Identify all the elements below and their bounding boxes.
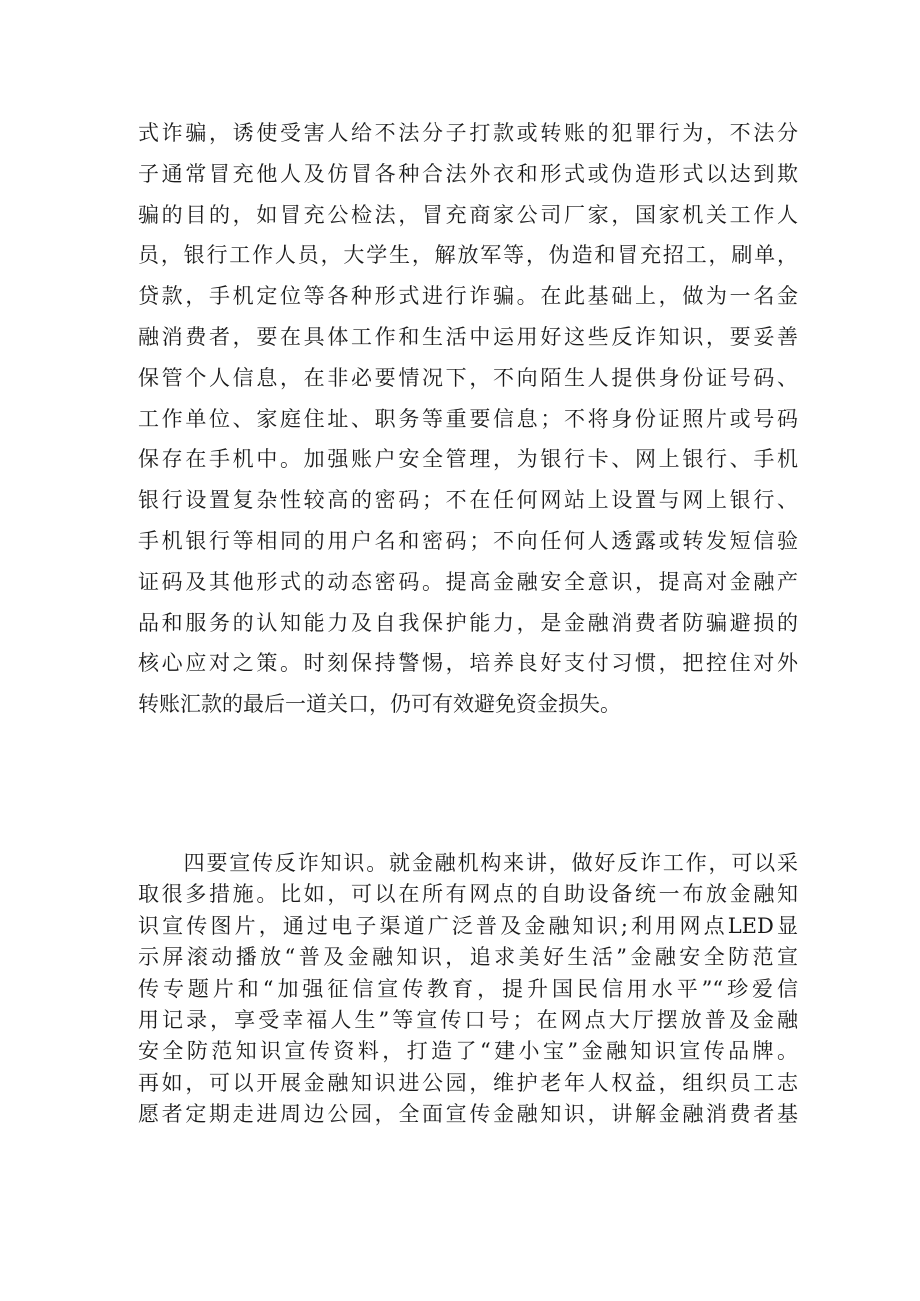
text-line: 再如，可以开展金融知识进公园，维护老年人权益，组织员工志	[138, 1070, 798, 1095]
text-line: 手机银行等相同的用户名和密码；不向任何人透露或转发短信验	[138, 528, 798, 553]
text-line: 银行设置复杂性较高的密码；不在任何网站上设置与网上银行、	[138, 488, 798, 513]
text-line: 用记录，享受幸福人生”等宣传口号；在网点大厅摆放普及金融	[138, 1007, 798, 1032]
text-line: 工作单位、家庭住址、职务等重要信息；不将身份证照片或号码	[138, 406, 798, 431]
text-line: 保存在手机中。加强账户安全管理，为银行卡、网上银行、手机	[138, 447, 798, 472]
text-line: 示屏滚动播放“普及金融知识，追求美好生活”金融安全防范宣	[138, 945, 798, 970]
text-line: 识宣传图片，通过电子渠道广泛普及金融知识;利用网点LED显	[138, 913, 798, 938]
text-line: 安全防范知识宣传资料，打造了“建小宝”金融知识宣传品牌。	[138, 1039, 798, 1064]
text-line: 证码及其他形式的动态密码。提高金融安全意识，提高对金融产	[138, 569, 798, 594]
text-line: 式诈骗，诱使受害人给不法分子打款或转账的犯罪行为，不法分	[138, 121, 798, 145]
text-line: 传专题片和“加强征信宣传教育，提升国民信用水平”“珍爱信	[138, 976, 798, 1001]
text-line: 转账汇款的最后一道关口，仍可有效避免资金损失。	[138, 692, 621, 717]
text-line: 子通常冒充他人及仿冒各种合法外衣和形式或伪造形式以达到欺	[138, 161, 798, 186]
text-line: 品和服务的认知能力及自我保护能力，是金融消费者防骗避损的	[138, 610, 798, 635]
paragraph-anti-fraud-personal	[138, 113, 798, 725]
text-line: 保管个人信息，在非必要情况下，不向陌生人提供身份证号码、	[138, 365, 798, 390]
text-line: 四要宣传反诈知识。就金融机构来讲，做好反诈工作，可以采	[138, 851, 798, 875]
text-line: 贷款，手机定位等各种形式进行诈骗。在此基础上，做为一名金	[138, 284, 798, 309]
text-line: 员，银行工作人员，大学生，解放军等，伪造和冒充招工，刷单，	[138, 243, 798, 268]
paragraph-publicize-anti-fraud	[138, 848, 798, 1131]
text-line: 愿者定期走进周边公园，全面宣传金融知识，讲解金融消费者基	[138, 1102, 798, 1127]
text-line: 融消费者，要在具体工作和生活中运用好这些反诈知识，要妥善	[138, 324, 798, 349]
text-line: 取很多措施。比如，可以在所有网点的自助设备统一布放金融知	[138, 882, 798, 907]
text-line: 骗的目的，如冒充公检法，冒充商家公司厂家，国家机关工作人	[138, 202, 798, 227]
text-line: 核心应对之策。时刻保持警惕，培养良好支付习惯，把控住对外	[138, 651, 798, 676]
